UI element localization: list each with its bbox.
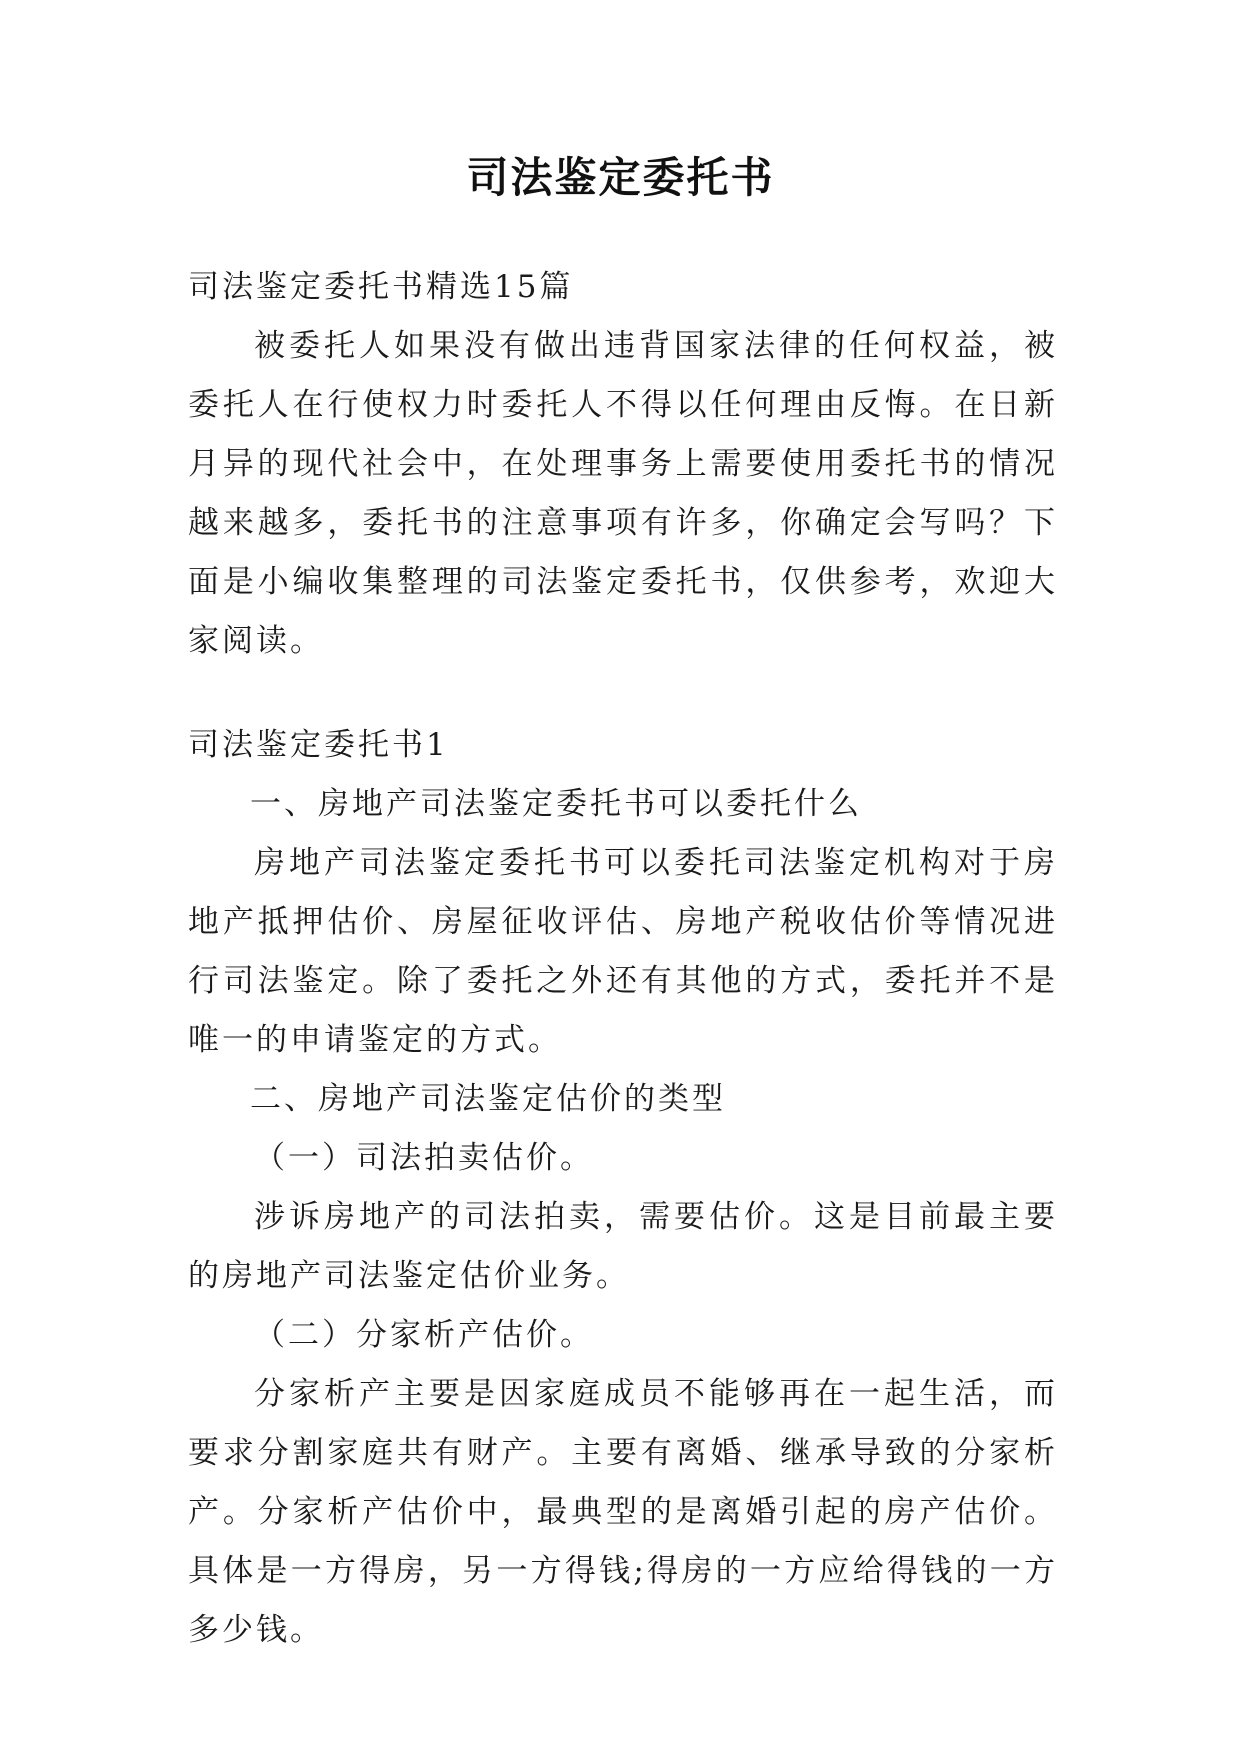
question-body-1: 房地产司法鉴定委托书可以委托司法鉴定机构对于房地产抵押估价、房屋征收评估、房地产税收估价等情况进行司法鉴定。除了委托之外还有其他的方式，委托并不是唯一的申请鉴定的方式。 xyxy=(188,845,1058,1058)
section-spacer xyxy=(188,671,1058,716)
document-subtitle: 司法鉴定委托书精选15篇 xyxy=(188,269,574,305)
type-body-2: 分家析产主要是因家庭成员不能够再在一起生活，而要求分割家庭共有财产。主要有离婚、继承导致的分家析产。分家析产估价中，最典型的是离婚引起的房产估价。具体是一方得房，另一方得钱;得房的一方应给得钱的一方多少钱。 xyxy=(188,1376,1058,1648)
type-heading-2: （二）分家析产估价。 xyxy=(254,1317,594,1353)
question-heading-2: 二、房地产司法鉴定估价的类型 xyxy=(250,1081,726,1117)
type-heading-1: （一）司法拍卖估价。 xyxy=(254,1140,594,1176)
document-body xyxy=(188,258,1058,1660)
intro-paragraph: 被委托人如果没有做出违背国家法律的任何权益，被委托人在行使权力时委托人不得以任何理由反悔。在日新月异的现代社会中，在处理事务上需要使用委托书的情况越来越多，委托书的注意事项有许多，你确定会写吗？下面是小编收集整理的司法鉴定委托书，仅供参考，欢迎大家阅读。 xyxy=(188,328,1058,659)
document-title: 司法鉴定委托书 xyxy=(466,153,775,202)
type-body-1: 涉诉房地产的司法拍卖，需要估价。这是目前最主要的房地产司法鉴定估价业务。 xyxy=(188,1199,1058,1294)
question-heading-1: 一、房地产司法鉴定委托书可以委托什么 xyxy=(250,786,862,822)
section-heading: 司法鉴定委托书1 xyxy=(188,727,449,763)
